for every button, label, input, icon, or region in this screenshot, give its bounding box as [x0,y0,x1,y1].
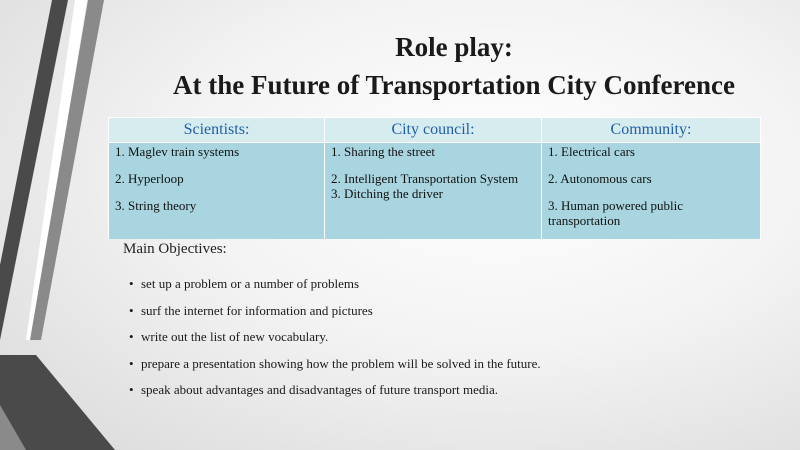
bullet-icon: • [129,382,134,397]
list-item: 1. Electrical cars [548,144,635,159]
objective-text: set up a problem or a number of problems [141,276,360,291]
objective-item [129,329,541,356]
bullet-icon: • [129,276,134,291]
objective-text: speak about advantages and disadvantages of future transport media. [141,382,499,397]
list-item: 2. Hyperloop [115,171,184,186]
table-row [109,143,761,240]
slide-subtitle: At the Future of Transportation City Conference [173,70,735,100]
header-community: Community: [542,118,761,143]
city-council-cell [325,143,542,240]
community-cell [542,143,761,240]
objective-item [129,382,541,409]
list-item: 1. Sharing the street [331,144,435,159]
objective-item [129,303,541,330]
list-item: 2. Intelligent Transportation System [331,171,519,186]
objectives-list [129,276,541,409]
table-header-row [109,118,761,143]
list-item: 3. Ditching the driver [331,186,443,201]
scientists-cell [109,143,325,240]
objectives-heading: Main Objectives: [123,241,227,257]
objective-text: surf the internet for information and pictures [141,302,373,318]
objective-text: write out the list of new vocabulary. [141,329,329,344]
list-item: 3. Human powered public transportation [548,198,684,228]
bullet-icon: • [129,355,134,371]
objective-text: prepare a presentation showing how the problem will be solved in the future. [141,355,541,371]
slide-title: Role play: [395,32,513,62]
list-item: 2. Autonomous cars [548,171,652,186]
objective-item [129,276,541,303]
header-scientists: Scientists: [109,118,325,143]
list-item: 1. Maglev train systems [115,144,240,159]
list-item: 3. String theory [115,198,197,213]
header-city-council: City council: [325,118,542,143]
bullet-icon: • [129,302,134,318]
bullet-icon: • [129,329,134,344]
objective-item [129,356,541,383]
grey-stripe [30,0,104,340]
roles-table [108,117,761,239]
